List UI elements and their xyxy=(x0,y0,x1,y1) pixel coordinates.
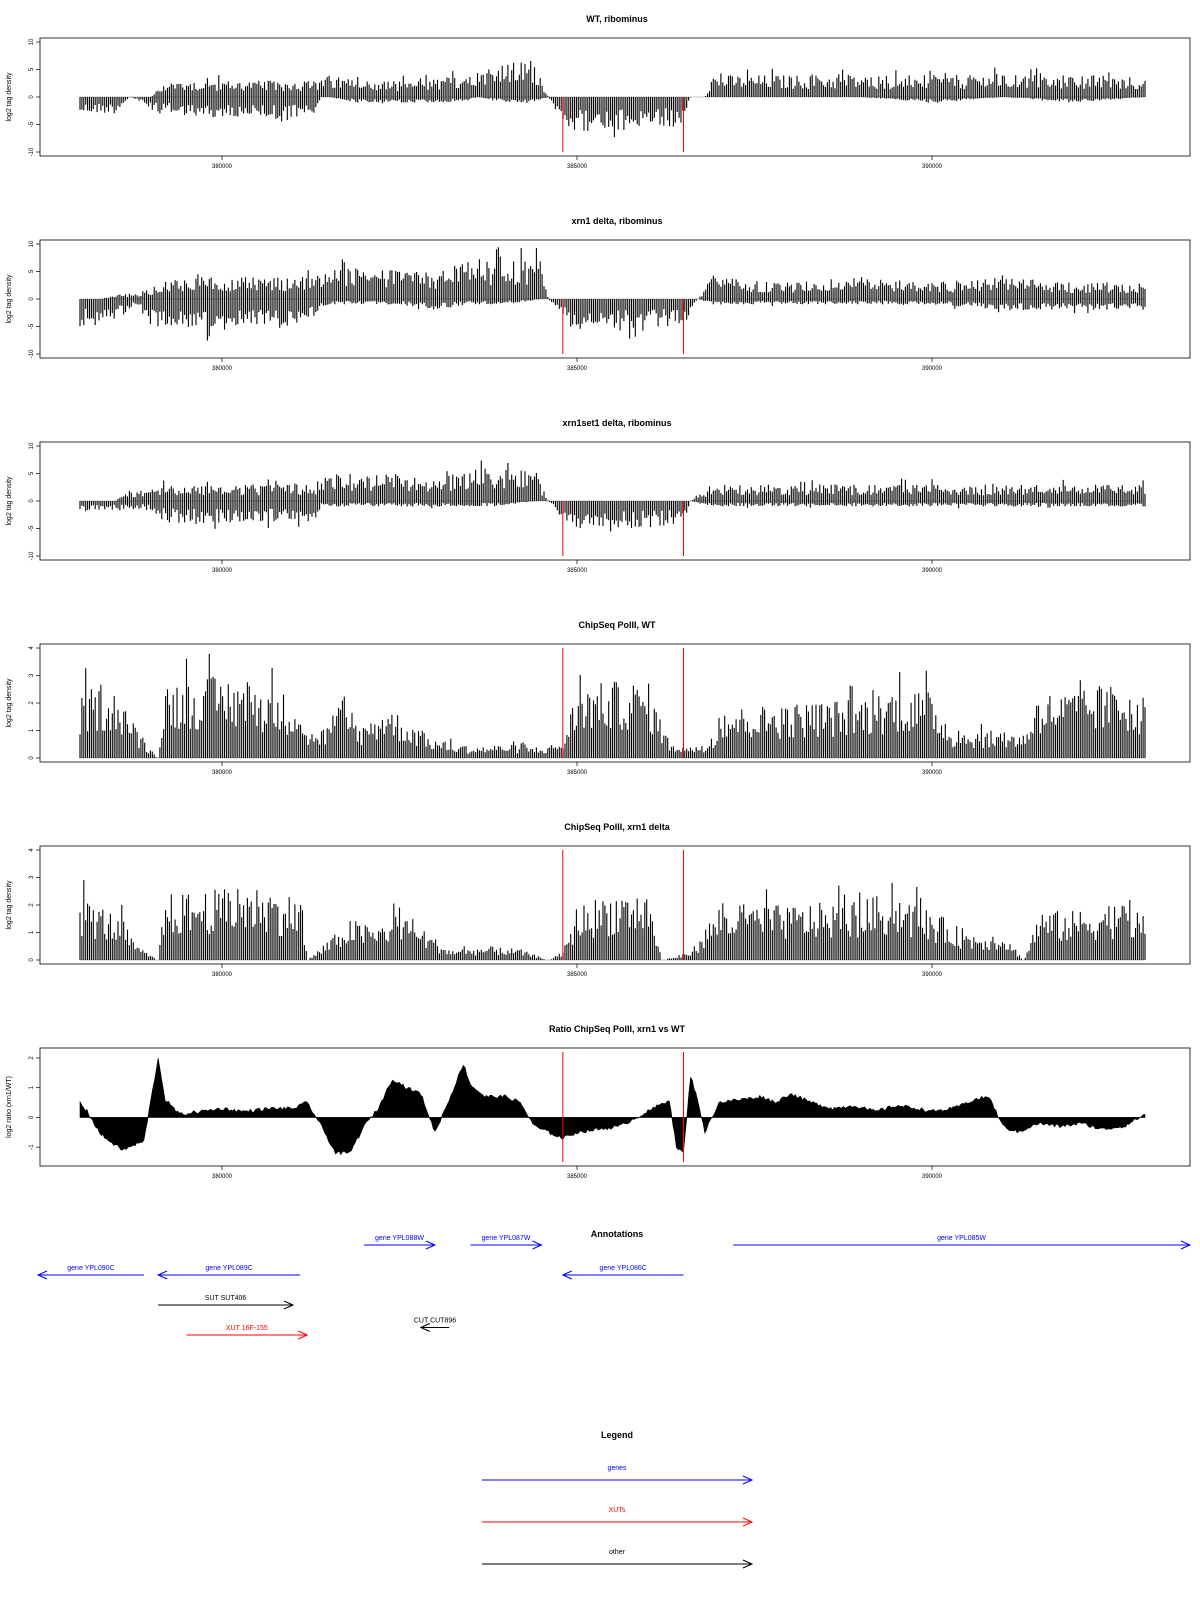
track-panel-3 xyxy=(6,418,1190,574)
y-tick-label: 0 xyxy=(29,756,35,760)
feature-label: gene YPL086C xyxy=(599,1265,647,1272)
x-tick-label: 385000 xyxy=(566,366,588,372)
feature-label: CUT CUT896 xyxy=(413,1317,457,1325)
feature-label: gene YPL085W xyxy=(937,1235,987,1242)
x-tick-label: 390000 xyxy=(921,770,943,776)
y-axis-label: log2 tag density xyxy=(6,476,13,526)
signal-bars xyxy=(80,61,1145,137)
y-tick-label: 0 xyxy=(29,95,35,99)
y-tick-label: 5 xyxy=(29,471,35,476)
feature-label: gene YPL089C xyxy=(205,1265,253,1272)
x-tick-label: 390000 xyxy=(921,568,943,574)
x-tick-label: 385000 xyxy=(566,770,588,776)
y-tick-label: -1 xyxy=(29,1144,35,1150)
y-tick-label: 10 xyxy=(29,240,35,248)
legend-item-genes xyxy=(482,1465,752,1484)
x-tick-label: 385000 xyxy=(566,568,588,574)
y-tick-label: 2 xyxy=(29,701,35,705)
x-tick-label: 390000 xyxy=(921,164,943,170)
annotation-feature xyxy=(414,1318,456,1332)
annotation-feature xyxy=(158,1265,300,1279)
y-axis-label: log2 tag density xyxy=(6,678,13,728)
track-panel-2 xyxy=(6,216,1190,372)
annotation-feature xyxy=(563,1265,684,1279)
density-bars xyxy=(80,654,1145,758)
y-tick-label: 0 xyxy=(29,297,35,301)
signal-bars xyxy=(80,461,1145,532)
y-tick-label: 4 xyxy=(29,646,35,650)
y-tick-label: -5 xyxy=(29,323,35,330)
y-tick-label: 4 xyxy=(29,848,35,852)
legend-label: genes xyxy=(607,1465,627,1472)
annotation-feature xyxy=(733,1235,1190,1249)
y-tick-label: -10 xyxy=(29,551,35,561)
signal-bars xyxy=(80,880,1145,960)
y-axis-label: log2 tag density xyxy=(6,72,13,122)
feature-label: gene YPL090C xyxy=(67,1265,115,1272)
x-tick-label: 385000 xyxy=(566,972,588,978)
y-tick-label: 0 xyxy=(29,499,35,503)
y-tick-label: 5 xyxy=(29,269,35,274)
x-tick-label: 380000 xyxy=(211,1174,233,1180)
track-panel-6 xyxy=(6,1024,1190,1180)
track-panel-5 xyxy=(6,822,1190,978)
annotations-title: Annotations xyxy=(590,1229,644,1239)
x-tick-label: 380000 xyxy=(211,972,233,978)
y-tick-label: 10 xyxy=(29,442,35,450)
y-tick-label: 10 xyxy=(29,38,35,46)
x-tick-label: 380000 xyxy=(211,366,233,372)
feature-label: SUT SUT406 xyxy=(204,1295,247,1302)
x-tick-label: 385000 xyxy=(566,1174,588,1180)
legend-label: XUTs xyxy=(608,1507,626,1514)
x-tick-label: 390000 xyxy=(921,366,943,372)
annotation-feature xyxy=(471,1235,542,1249)
track-panel-1 xyxy=(6,14,1190,170)
y-axis-label: log2 ratio (xrn1/WT) xyxy=(6,1076,13,1138)
x-tick-label: 380000 xyxy=(211,568,233,574)
feature-label: gene YPL087W xyxy=(481,1235,531,1242)
density-bars xyxy=(80,61,1145,137)
y-tick-label: 5 xyxy=(29,67,35,72)
signal-bars xyxy=(80,654,1145,758)
plot-frame xyxy=(40,1048,1190,1166)
x-tick-label: 385000 xyxy=(566,164,588,170)
x-tick-label: 390000 xyxy=(921,1174,943,1180)
density-bars xyxy=(80,247,1145,340)
annotation-feature xyxy=(187,1325,308,1339)
signal-bars xyxy=(80,1058,1145,1155)
annotation-items xyxy=(38,1235,1190,1339)
legend-label: other xyxy=(609,1549,625,1556)
panel-title: WT, ribominus xyxy=(586,14,648,24)
track-panel-4 xyxy=(6,620,1190,776)
panel-title: xrn1set1 delta, ribominus xyxy=(562,418,672,428)
legend-panel xyxy=(482,1430,752,1568)
y-tick-label: -10 xyxy=(29,349,35,359)
panel-title: ChipSeq PolII, xrn1 delta xyxy=(564,822,670,832)
y-tick-label: 1 xyxy=(29,728,35,733)
annotation-feature xyxy=(364,1235,435,1249)
y-axis-label: log2 tag density xyxy=(6,880,13,930)
y-tick-label: 3 xyxy=(29,875,35,880)
legend-item-XUTs xyxy=(482,1507,752,1526)
y-tick-label: -5 xyxy=(29,121,35,128)
y-tick-label: 2 xyxy=(29,903,35,907)
x-tick-label: 380000 xyxy=(211,164,233,170)
y-tick-label: -10 xyxy=(29,147,35,157)
x-tick-label: 390000 xyxy=(921,972,943,978)
panel-title: ChipSeq PolII, WT xyxy=(578,620,656,630)
legend-item-other xyxy=(482,1549,752,1568)
annotation-feature xyxy=(38,1265,144,1279)
y-tick-label: 1 xyxy=(29,1086,35,1090)
panel-title: Ratio ChipSeq PolII, xrn1 vs WT xyxy=(548,1024,686,1034)
y-tick-label: 3 xyxy=(29,673,35,678)
annotation-feature xyxy=(158,1295,293,1309)
ratio-area xyxy=(80,1058,1145,1155)
feature-label: XUT 16F-155 xyxy=(225,1325,268,1332)
legend-items xyxy=(482,1465,752,1568)
annotation-panel xyxy=(38,1229,1190,1339)
y-tick-label: 0 xyxy=(29,958,35,962)
density-bars xyxy=(80,880,1145,960)
plot-frame xyxy=(40,846,1190,964)
panel-title: xrn1 delta, ribominus xyxy=(571,216,663,226)
x-tick-label: 380000 xyxy=(211,770,233,776)
y-axis-label: log2 tag density xyxy=(6,274,13,324)
track-panels xyxy=(6,14,1190,1180)
legend-title: Legend xyxy=(600,1430,634,1440)
feature-label: gene YPL088W xyxy=(375,1235,424,1242)
y-tick-label: -5 xyxy=(29,525,35,532)
y-tick-label: 1 xyxy=(29,930,35,935)
density-bars xyxy=(80,461,1145,532)
signal-bars xyxy=(80,247,1145,340)
y-tick-label: 0 xyxy=(29,1115,35,1120)
y-tick-label: 2 xyxy=(29,1056,35,1060)
